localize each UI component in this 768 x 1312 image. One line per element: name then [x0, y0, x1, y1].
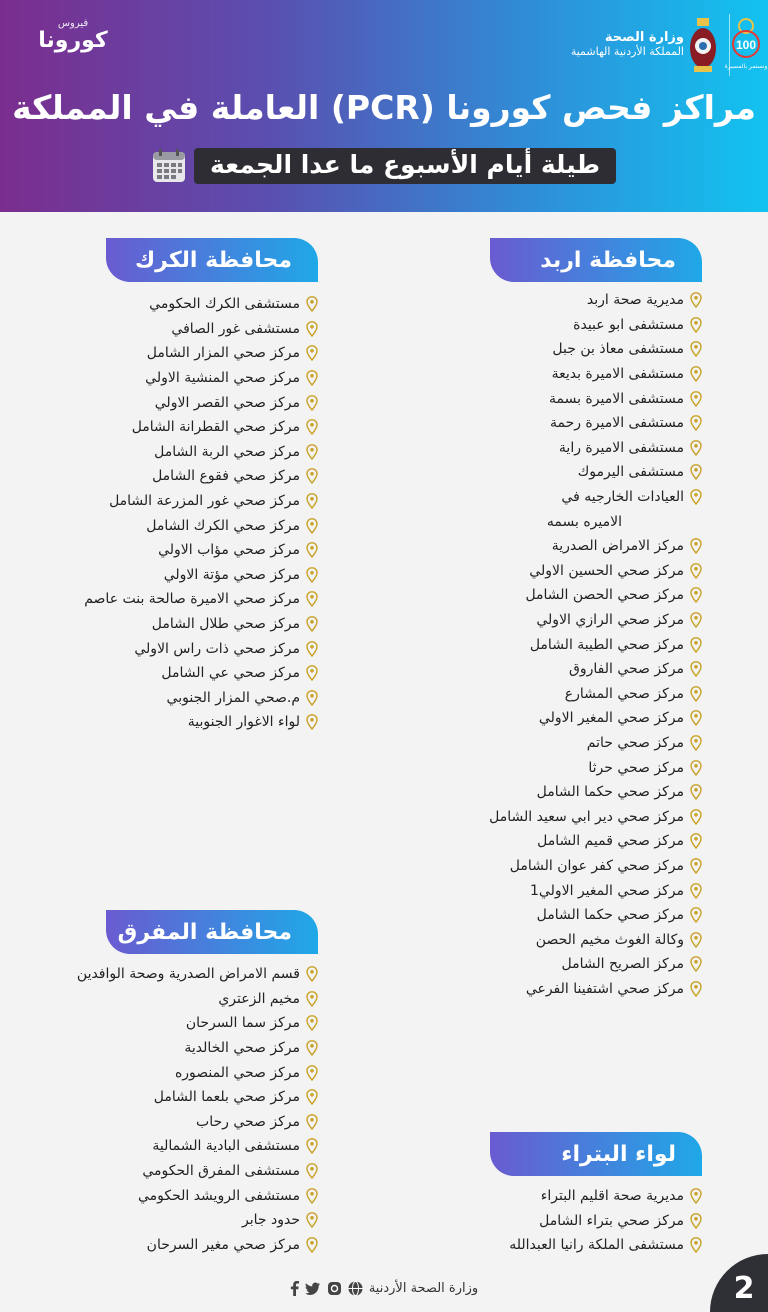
header-banner: [0, 0, 768, 212]
list-item: [302, 755, 702, 780]
list-item: [8, 1233, 318, 1258]
list-item: [8, 1036, 318, 1061]
list-item-label: مستشفى معاذ بن جبل: [552, 341, 684, 358]
list-item-label: مركز صحي غور المزرعة الشامل: [109, 493, 300, 510]
calendar-icon: [152, 149, 186, 183]
location-pin-icon: [306, 542, 318, 558]
location-pin-icon: [306, 321, 318, 337]
brand-small-text: فيروس: [57, 18, 89, 29]
list-item-label: مركز صحي المغير الاولي: [538, 710, 684, 727]
location-pin-icon: [690, 464, 702, 480]
irbid-list: [302, 288, 702, 1001]
location-pin-icon: [690, 292, 702, 308]
location-pin-icon: [690, 612, 702, 628]
location-pin-icon: [306, 370, 318, 386]
location-pin-icon: [690, 637, 702, 653]
list-item-label: مركز الصريح الشامل: [561, 956, 684, 973]
location-pin-icon: [690, 440, 702, 456]
list-item-label: مركز صحي الحصن الشامل: [525, 587, 684, 604]
instagram-icon[interactable]: [327, 1281, 342, 1296]
karak-list: [18, 292, 318, 735]
list-item: [18, 538, 318, 563]
list-item: [302, 411, 702, 436]
location-pin-icon: [306, 665, 318, 681]
facebook-icon[interactable]: [290, 1281, 299, 1296]
location-pin-icon: [690, 341, 702, 357]
location-pin-icon: [306, 714, 318, 730]
location-pin-icon: [690, 833, 702, 849]
list-item: [18, 489, 318, 514]
list-item: [8, 1085, 318, 1110]
list-item: [8, 1011, 318, 1036]
twitter-icon[interactable]: [305, 1282, 321, 1296]
list-item: [302, 362, 702, 387]
list-item: [18, 366, 318, 391]
list-item-label: مركز صحي المزار الشامل: [146, 345, 300, 362]
list-item-label: مركز صحي المنشية الاولي: [145, 370, 300, 387]
list-item-label: مستشفى غور الصافي: [171, 320, 300, 337]
location-pin-icon: [306, 1114, 318, 1130]
list-item: [302, 485, 702, 510]
list-item: [302, 952, 702, 977]
list-item-label: مستشفى ابو عبيدة: [573, 316, 684, 333]
list-item: [18, 341, 318, 366]
list-item: [18, 587, 318, 612]
list-item-label: مستشفى اليرموك: [577, 464, 684, 481]
ministry-name: وزارة الصحة: [604, 30, 684, 45]
location-pin-icon: [306, 444, 318, 460]
list-item-label: م.صحي المزار الجنوبي: [166, 689, 300, 706]
section-title-petra: لواء البتراء: [490, 1132, 702, 1176]
list-item-label: لواء الاغوار الجنوبية: [187, 714, 300, 731]
location-pin-icon: [306, 468, 318, 484]
list-item: [18, 686, 318, 711]
location-pin-icon: [306, 1065, 318, 1081]
list-item: [8, 987, 318, 1012]
location-pin-icon: [690, 760, 702, 776]
list-item: [302, 731, 702, 756]
section-irbid: [302, 238, 702, 1001]
list-item: [302, 436, 702, 461]
footer-ministry: وزارة الصحة الأردنية: [368, 1281, 479, 1296]
list-item: [18, 563, 318, 588]
list-item: [302, 386, 702, 411]
location-pin-icon: [690, 661, 702, 677]
list-item: [302, 632, 702, 657]
list-item-label: مركز صحي الفاروق: [569, 661, 684, 678]
location-pin-icon: [690, 538, 702, 554]
location-pin-icon: [690, 710, 702, 726]
list-item-label: مركز صحي مؤتة الاولي: [163, 566, 300, 583]
list-item-label: مركز صحي حكما الشامل: [536, 907, 684, 924]
list-item-label: الاميره بسمه: [546, 513, 622, 530]
list-item-label: مركز صحي بتراء الشامل: [539, 1212, 684, 1229]
list-item: [8, 1110, 318, 1135]
list-item-label: مركز صحي الخالدية: [184, 1040, 300, 1057]
list-item-label: مركز صحي فقوع الشامل: [152, 468, 300, 485]
list-item-label: مستشفى الكرك الحكومي: [149, 296, 300, 313]
location-pin-icon: [690, 415, 702, 431]
list-item-label: مستشفى الاميرة بديعة: [551, 366, 684, 383]
list-item-label: مستشفى الرويشد الحكومي: [137, 1187, 300, 1204]
list-item-label: مستشفى الملكة رانيا العبدالله: [509, 1237, 684, 1254]
location-pin-icon: [690, 1188, 702, 1204]
location-pin-icon: [306, 1212, 318, 1228]
location-pin-icon: [690, 366, 702, 382]
location-pin-icon: [690, 489, 702, 505]
list-item-label: مركز صحي الطيبة الشامل: [529, 636, 684, 653]
list-item: [8, 962, 318, 987]
location-pin-icon: [306, 493, 318, 509]
location-pin-icon: [306, 1089, 318, 1105]
list-item: [302, 608, 702, 633]
list-item: [18, 464, 318, 489]
list-item: [8, 1159, 318, 1184]
list-item: [402, 1209, 702, 1234]
list-item: [8, 1060, 318, 1085]
ministry-logo-text: [571, 30, 684, 58]
list-item-label: مستشفى البادية الشمالية: [152, 1138, 300, 1155]
list-item: [302, 927, 702, 952]
list-item: [302, 804, 702, 829]
list-item: [302, 559, 702, 584]
list-item: [18, 317, 318, 342]
location-pin-icon: [690, 883, 702, 899]
location-pin-icon: [306, 567, 318, 583]
location-pin-icon: [306, 966, 318, 982]
location-pin-icon: [690, 956, 702, 972]
list-item: [302, 706, 702, 731]
list-item-label: مستشفى الاميرة بسمة: [549, 390, 684, 407]
list-item-label: مركز صحي الربة الشامل: [154, 443, 300, 460]
list-item: [18, 661, 318, 686]
location-pin-icon: [306, 1015, 318, 1031]
location-pin-icon: [306, 591, 318, 607]
list-item-label: مركز صحي القطرانة الشامل: [131, 419, 300, 436]
list-item-label: مستشفى الاميرة رحمة: [549, 415, 684, 432]
list-item: [18, 513, 318, 538]
list-item-label: مركز سما السرحان: [185, 1015, 300, 1032]
subtitle-text: طيلة أيام الأسبوع ما عدا الجمعة: [194, 148, 616, 184]
list-item-label: مركز صحي قميم الشامل: [537, 833, 684, 850]
list-item-label: مركز صحي كفر عوان الشامل: [509, 857, 684, 874]
list-item: [302, 903, 702, 928]
list-item: [402, 1184, 702, 1209]
list-item-label: مركز صحي حاتم: [586, 734, 684, 751]
list-item: [18, 415, 318, 440]
location-pin-icon: [306, 616, 318, 632]
location-pin-icon: [690, 981, 702, 997]
list-item: [18, 636, 318, 661]
list-item-label: مركز صحي رحاب: [196, 1113, 300, 1130]
location-pin-icon: [306, 1040, 318, 1056]
brand-big-text: كورونا: [38, 28, 108, 53]
list-item: [302, 682, 702, 707]
list-item-label: مركز صحي المشارع: [564, 685, 684, 702]
centenary-caption: ونستمر بالمسيرة: [724, 63, 768, 70]
list-item-label: مستشفى الاميرة راية: [558, 439, 684, 456]
section-karak: [18, 238, 318, 735]
mafraq-list: [8, 962, 318, 1257]
petra-list: [402, 1184, 702, 1258]
list-item: [302, 657, 702, 682]
list-item: [402, 1233, 702, 1258]
section-mafraq: [8, 910, 318, 1257]
list-item-label: وكالة الغوث مخيم الحصن: [535, 931, 684, 948]
list-item-label: مركز صحي القصر الاولي: [154, 394, 300, 411]
section-title-mafraq: محافظة المفرق: [106, 910, 318, 954]
footer: [0, 1281, 768, 1296]
kingdom-name: المملكة الأردنية الهاشمية: [570, 45, 684, 58]
list-item: [18, 292, 318, 317]
jordan-emblem-icon: [688, 16, 718, 76]
list-item-label: مركز صحي اشتفينا الفرعي: [525, 980, 684, 997]
page-title: مراكز فحص كورونا (PCR) العاملة في المملكة: [12, 88, 756, 127]
location-pin-icon: [306, 1163, 318, 1179]
list-item: [302, 288, 702, 313]
location-pin-icon: [690, 784, 702, 800]
list-item: [302, 878, 702, 903]
section-title-irbid: محافظة اربد: [490, 238, 702, 282]
page-number: 2: [710, 1254, 768, 1312]
location-pin-icon: [306, 395, 318, 411]
location-pin-icon: [306, 518, 318, 534]
location-pin-icon: [690, 809, 702, 825]
list-item: [302, 977, 702, 1002]
subtitle-badge: [152, 148, 616, 184]
location-pin-icon: [306, 296, 318, 312]
list-item-label: مركز صحي الحسين الاولي: [529, 562, 684, 579]
list-item-label: مخيم الزعتري: [218, 990, 300, 1007]
globe-icon: [348, 1281, 363, 1296]
list-item: [18, 390, 318, 415]
list-item-label: مركز صحي مغير السرحان: [146, 1236, 300, 1253]
list-item-label: مستشفى المفرق الحكومي: [142, 1163, 300, 1180]
list-item: [8, 1134, 318, 1159]
location-pin-icon: [306, 1188, 318, 1204]
list-item: [18, 710, 318, 735]
location-pin-icon: [690, 932, 702, 948]
list-item: [302, 313, 702, 338]
subtitle-row: [0, 148, 768, 184]
list-item-label: مركز صحي طلال الشامل: [151, 616, 300, 633]
list-item-label: مركز صحي مؤاب الاولي: [158, 542, 300, 559]
location-pin-icon: [306, 641, 318, 657]
list-item-label: مركز صحي بلعما الشامل: [153, 1089, 300, 1106]
list-item-label: مديرية صحة اقليم البتراء: [540, 1188, 684, 1205]
location-pin-icon: [690, 317, 702, 333]
list-item-label: مركز صحي دير ابي سعيد الشامل: [489, 808, 684, 825]
location-pin-icon: [690, 563, 702, 579]
location-pin-icon: [690, 735, 702, 751]
location-pin-icon: [306, 991, 318, 1007]
location-pin-icon: [690, 1237, 702, 1253]
location-pin-icon: [306, 345, 318, 361]
list-item: [302, 337, 702, 362]
centenary-number: 100: [735, 38, 757, 52]
list-item-label: مركز صحي الرازي الاولي: [536, 612, 684, 629]
list-item: [18, 440, 318, 465]
list-item-label: قسم الامراض الصدرية وصحة الوافدين: [76, 966, 300, 983]
list-item-label: مركز صحي الاميرة صالحة بنت عاصم: [84, 591, 300, 608]
list-item-label: مركز صحي عي الشامل: [161, 665, 300, 682]
location-pin-icon: [690, 907, 702, 923]
list-item-label: مركز صحي حكما الشامل: [536, 784, 684, 801]
list-item-label: مديرية صحة اربد: [586, 292, 684, 309]
list-item: [8, 1208, 318, 1233]
section-petra: [402, 1132, 702, 1258]
location-pin-icon: [690, 587, 702, 603]
location-pin-icon: [690, 858, 702, 874]
centenary-logo: [724, 16, 768, 74]
list-item: [302, 534, 702, 559]
list-item: [302, 460, 702, 485]
section-title-karak: محافظة الكرك: [106, 238, 318, 282]
list-item-label: العيادات الخارجيه في: [561, 489, 684, 506]
corona-brand-logo: [28, 18, 118, 53]
location-pin-icon: [690, 391, 702, 407]
list-item-label: حدود جابر: [242, 1212, 300, 1229]
list-item-label: مركز الامراض الصدرية: [551, 538, 684, 555]
list-item: [18, 612, 318, 637]
list-item-label: مركز صحي حرثا: [588, 759, 684, 776]
list-item: [302, 854, 702, 879]
list-item-label: مركز صحي الكرك الشامل: [146, 517, 300, 534]
list-item-label: مركز صحي ذات راس الاولي: [134, 640, 300, 657]
list-item: [8, 1183, 318, 1208]
location-pin-icon: [306, 419, 318, 435]
list-item: [302, 829, 702, 854]
list-item-label: مركز صحي المغير الاولي1: [529, 882, 684, 899]
list-item: [302, 780, 702, 805]
list-item-label: مركز صحي المنصوره: [174, 1064, 300, 1081]
location-pin-icon: [306, 690, 318, 706]
location-pin-icon: [306, 1138, 318, 1154]
list-item: [302, 583, 702, 608]
location-pin-icon: [690, 686, 702, 702]
location-pin-icon: [306, 1237, 318, 1253]
list-item: [302, 509, 702, 534]
location-pin-icon: [690, 1213, 702, 1229]
